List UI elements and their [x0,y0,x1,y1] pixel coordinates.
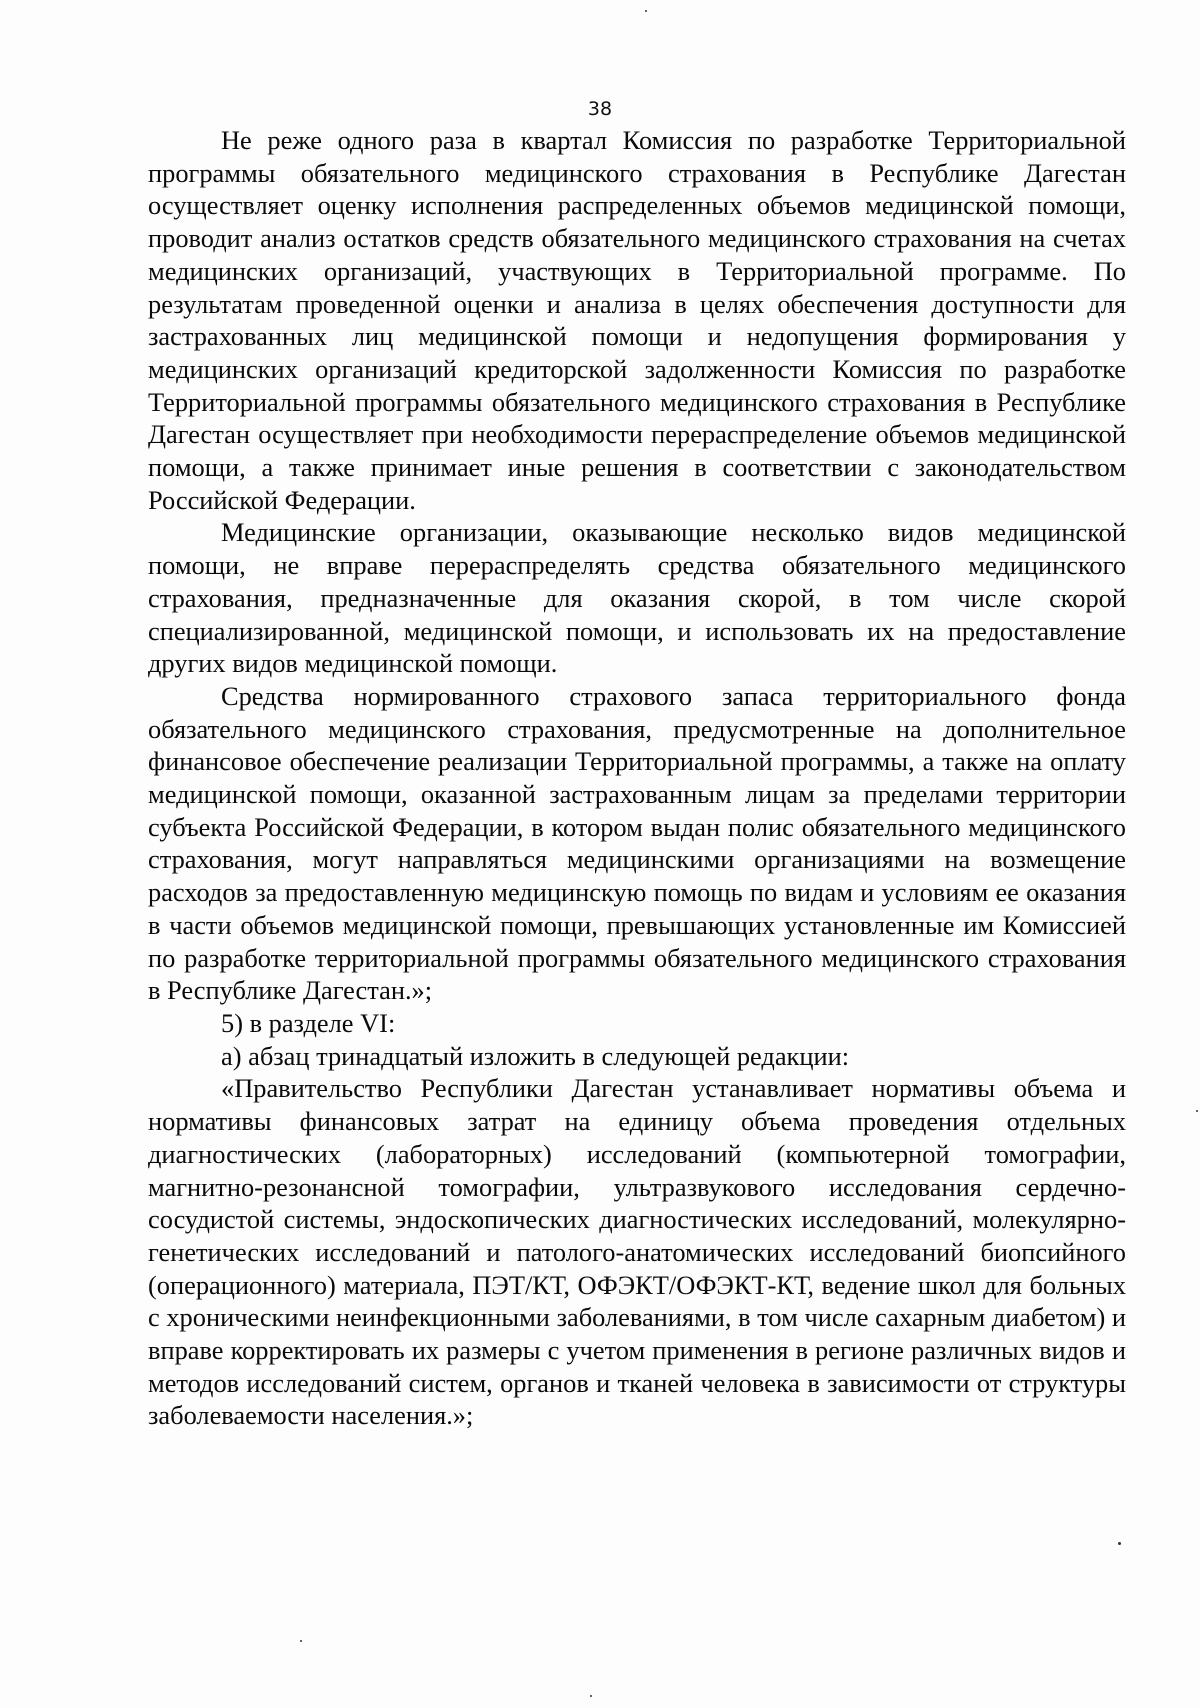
scan-speck [645,10,647,12]
scan-speck [1118,1542,1121,1545]
list-subitem-a: а) абзац тринадцатый изложить в следующей редакции: [221,1040,850,1071]
page-number: 38 [587,98,613,120]
paragraph-commission-review: Не реже одного раза в квартал Комиссия по разработке Территориальной программы обязательного медицинского страхования в Республике Дагестан осуществляет оценку исполнения распределенных объемов медицинской помощи, проводит анализ остатков средств обязательного медицинского страхования на счетах медицинских организаций, участвующих в Территориальной программе. По результатам проведенной оценки и анализа в целях обеспечения доступности для застрахованных лиц медицинской помощи и недопущения формирования у медицинских организаций кредиторской задолженности Комиссия по разработке Территориальной программы обязательного медицинского страхования в Республике Дагестан осуществляет при необходимости перераспределение объемов медицинской помощи, а также принимает иные решения в соответствии с законодательством Российской Федерации. [148,125,1126,515]
scan-speck [300,1640,302,1642]
paragraph-government-quote: «Правительство Республики Дагестан устанавливает нормативы объема и нормативы финансовых затрат на единицу объема проведения отдельных диагностических (лабораторных) исследований (компьютерной томографии, магнитно-резонансной томографии, ультразвукового исследования сердечно-сосудистой системы, эндоскопических диагностических исследований, молекулярно-генетических исследований и патолого-анатомических исследований биопсийного (операционного) материала, ПЭТ/КТ, ОФЭКТ/ОФЭКТ-КТ, ведение школ для больных с хроническими неинфекционными заболеваниями, в том числе сахарным диабетом) и вправе корректировать их размеры с учетом применения в регионе различных видов и методов исследований систем, органов и тканей человека в зависимости от структуры заболеваемости населения.»; [148,1073,1126,1431]
paragraph-medical-organizations: Медицинские организации, оказывающие несколько видов медицинской помощи, не вправе перераспределять средства обязательного медицинского страхования, предназначенные для оказания скорой, в том числе скорой специализированной, медицинской помощи, и использовать их на предоставление других видов медицинской помощи. [148,517,1126,679]
scan-speck [590,1695,592,1697]
scan-speck [1196,1110,1198,1112]
document-body [148,124,1126,1432]
list-item-section-5: 5) в разделе VI: [221,1007,396,1038]
paragraph-insurance-reserve: Средства нормированного страхового запаса территориального фонда обязательного медицинского страхования, предусмотренные на дополнительное финансовое обеспечение реализации Территориальной программы, а также на оплату медицинской помощи, оказанной застрахованным лицам за пределами территории субъекта Российской Федерации, в котором выдан полис обязательного медицинского страхования, могут направляться медицинскими организациями на возмещение расходов за предоставленную медицинскую помощь по видам и условиям ее оказания в части объемов медицинской помощи, превышающих установленные им Комиссией по разработке территориальной программы обязательного медицинского страхования в Республике Дагестан.»; [148,680,1126,1006]
